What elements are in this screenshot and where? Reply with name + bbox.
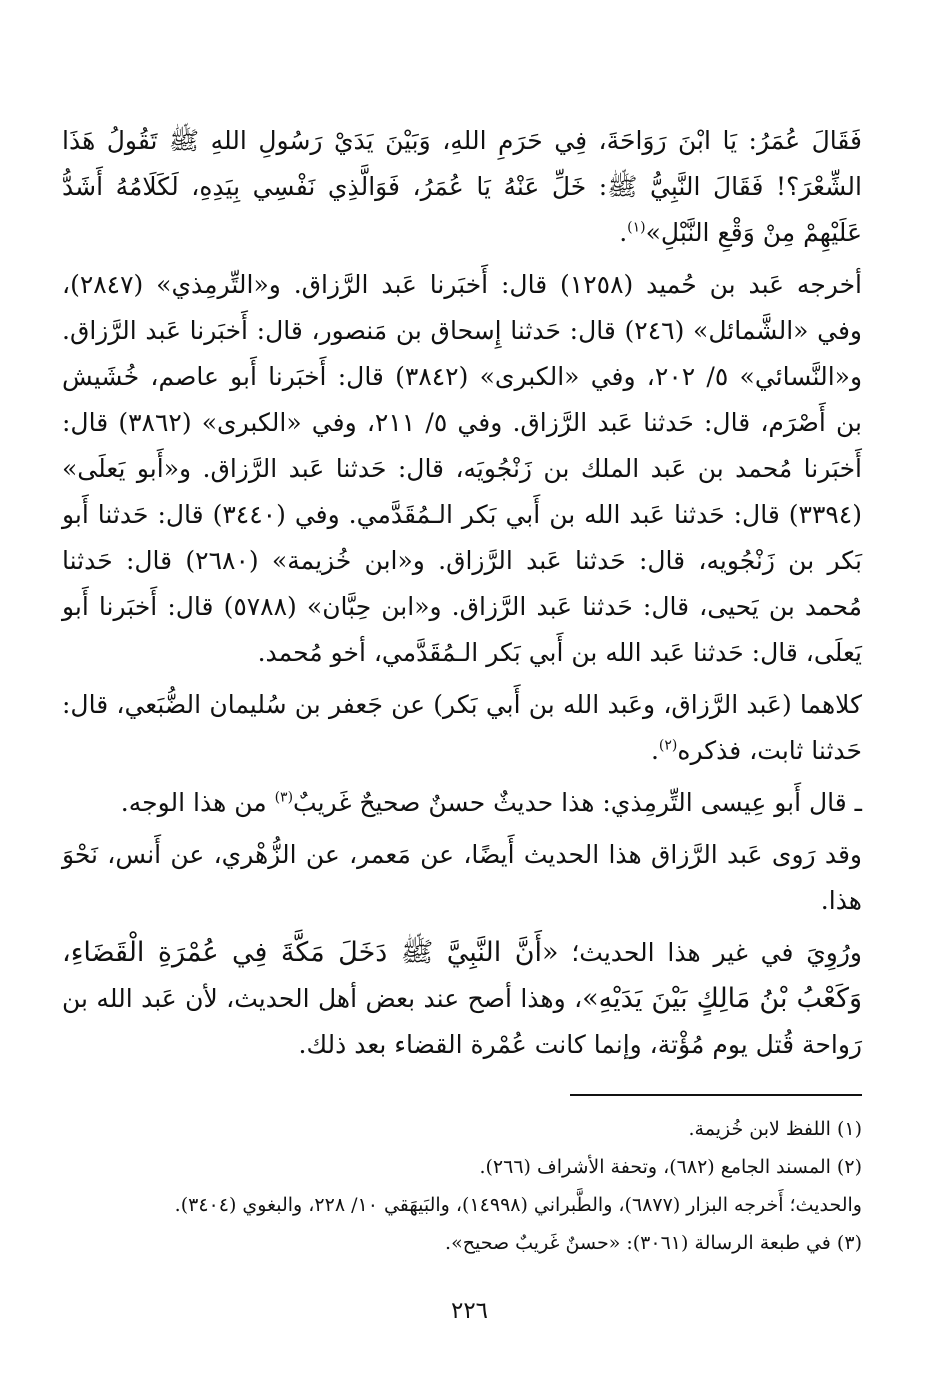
footnote-3: (٣) في طبعة الرسالة (٣٠٦١): «حسنٌ غَريبٌ صحيح».	[445, 1232, 862, 1254]
grading-text-end: من هذا الوجه.	[120, 788, 275, 817]
page-body	[62, 118, 862, 1264]
commentary-text: ، وهذا أصح عند بعض أهل الحديث، لأن عَبد الله بن رَواحة قُتل يوم مُؤْتة، وإنما كانت عُمْرة القضاء بعد ذلك.	[62, 984, 862, 1059]
commentary-paragraph	[62, 930, 862, 1068]
riwaya-paragraph	[62, 832, 862, 924]
hadith-text-paragraph	[62, 118, 862, 256]
takhrij-paragraph	[62, 262, 862, 676]
footnote-ref-2: (٢)	[658, 737, 678, 754]
riwaya-text: وقد رَوى عَبد الرَّزاق هذا الحديث أَيضًا، عن مَعمر، عن الزُّهْري، عن أَنس، نَحْوَ هذا.	[62, 840, 863, 915]
tirmidhi-grading-paragraph	[62, 780, 862, 826]
grading-text: ـ قال أَبو عِيسى التِّرمِذي: هذا حديثٌ حسنٌ صحيحٌ غَريبٌ	[293, 788, 862, 817]
commentary-intro: ورُوِيَ في غير هذا الحديث؛	[558, 938, 862, 967]
hadith-text-end: .	[619, 218, 628, 247]
page-number: ٢٢٦	[450, 1298, 489, 1324]
footnote-1: (١) اللفظ لابن خُزيمة.	[688, 1118, 862, 1140]
chain-text-end: .	[650, 736, 659, 765]
footnote-ref-1: (١)	[627, 219, 646, 236]
chain-text: كلاهما (عَبد الرَّزاق، وعَبد الله بن أَبي بَكر) عن جَعفر بن سُليمان الضُّبَعي، قال: حَدثنا ثابت، فذكره	[62, 690, 862, 765]
footnote-2-continuation: والحديث؛ أَخرجه البزار (٦٨٧٧)، والطَّبراني (١٤٩٩٨)، والبَيهَقي ١٠/ ٢٢٨، والبغوي (٣٤٠٤).	[174, 1194, 862, 1216]
footnote-divider	[570, 1094, 862, 1096]
hadith-quote: «أَنَّ النَّبِيَّ ﷺ دَخَلَ مَكَّةَ فِي عُمْرَةِ الْقَضَاءِ، وَكَعْبُ بْنُ مَالِكٍ بَيْنَ يَدَيْهِ»	[62, 937, 862, 1014]
takhrij-text: أخرجه عَبد بن حُميد (١٢٥٨) قال: أَخبَرنا عَبد الرَّزاق. و«التِّرمِذي» (٢٨٤٧)، وفي «الشَّمائل» (٢٤٦) قال: حَدثنا إِسحاق بن مَنصور، قال: أَخبَرنا عَبد الرَّزاق. و«النَّسائي» ٥/ ٢٠٢، وفي «الكبرى» (٣٨٤٢) قال: أَخبَرنا أَبو عاصم، خُشَيش بن أَصْرَم، قال: حَدثنا عَبد الرَّزاق. وفي ٥/ ٢١١، وفي «الكبرى» (٣٨٦٢) قال: أَخبَرنا مُحمد بن عَبد الملك بن زَنْجُويَه، قال: حَدثنا عَبد الرَّزاق. و«أَبو يَعلَى» (٣٣٩٤) قال: حَدثنا عَبد الله بن أَبي بَكر الـمُقَدَّمي. وفي (٣٤٤٠) قال: حَدثنا أَبو بَكر بن زَنْجُويه، قال: حَدثنا عَبد الرَّزاق. و«ابن خُزيمة» (٢٦٨٠) قال: حَدثنا مُحمد بن يَحيى، قال: حَدثنا عَبد الرَّزاق. و«ابن حِبَّان» (٥٧٨٨) قال: أَخبَرنا أَبو يَعلَى، قال: حَدثنا عَبد الله بن أَبي بَكر الـمُقَدَّمي، أخو مُحمد.	[62, 270, 863, 667]
hadith-text: فَقَالَ عُمَرُ: يَا ابْنَ رَوَاحَةَ، فِي حَرَمِ اللهِ، وَبَيْنَ يَدَيْ رَسُولِ اللهِ ﷺ تَقُولُ هَذَا الشِّعْرَ؟! فَقَالَ النَّبِيُّ ﷺ: خَلِّ عَنْهُ يَا عُمَرُ، فَوَالَّذِي نَفْسِي بِيَدِهِ، لَكَلَامُهُ أَشَدُّ عَلَيْهِمْ مِنْ وَقْعِ النَّبْلِ»	[62, 126, 862, 247]
footnote-2: (٢) المسند الجامع (٦٨٢)، وتحفة الأشراف (٢٦٦).	[479, 1156, 862, 1178]
footnote-ref-3: (٣)	[274, 789, 294, 806]
chain-paragraph	[62, 682, 862, 774]
